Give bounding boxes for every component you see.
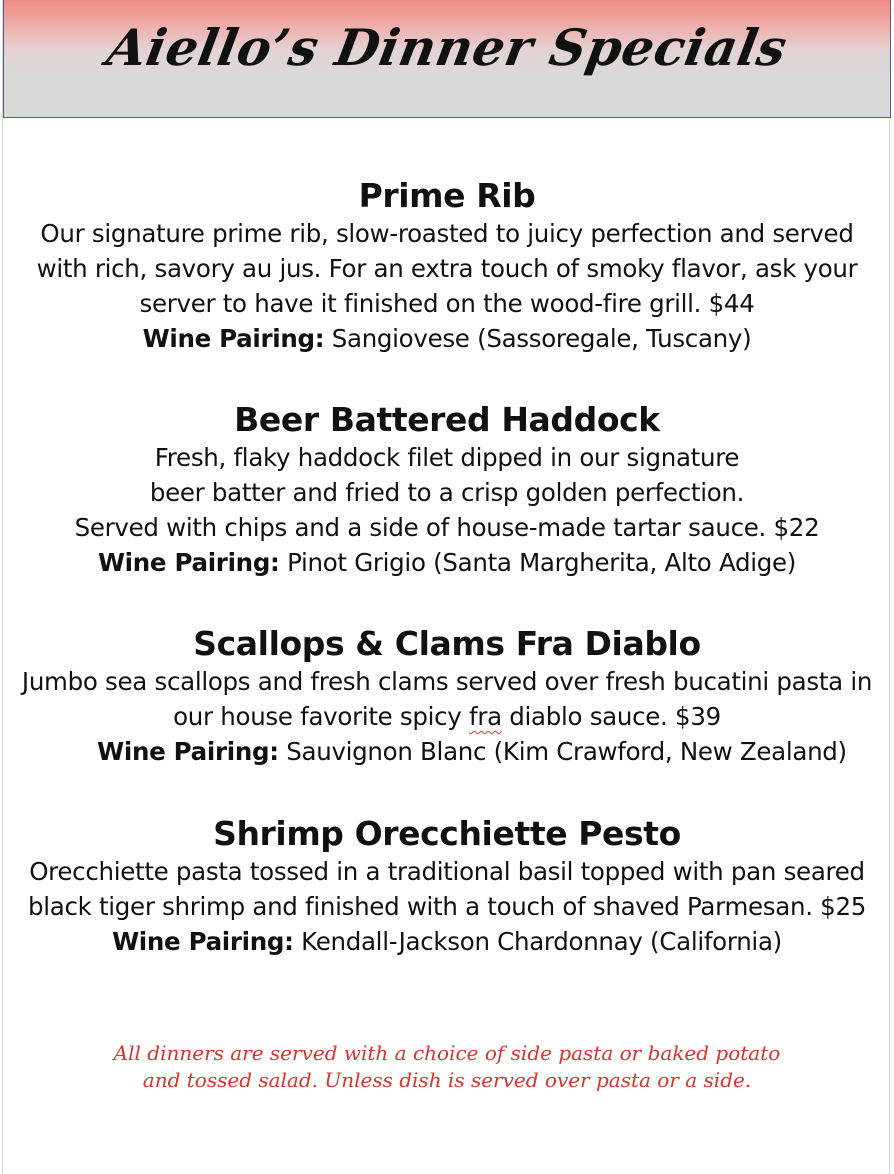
menu-item-beer-battered-haddock	[0, 400, 894, 580]
wine-pairing-value: Sauvignon Blanc (Kim Crawford, New Zealand)	[286, 737, 847, 766]
dish-name: Prime Rib	[358, 176, 536, 215]
footer-note	[0, 1040, 894, 1094]
wine-pairing	[0, 321, 894, 356]
dish-description	[0, 854, 894, 924]
footer-line: All dinners are served with a choice of side pasta or baked potato	[113, 1041, 781, 1065]
wine-pairing	[0, 734, 894, 769]
spellcheck-flagged-word: fra	[469, 702, 502, 731]
dish-description	[0, 440, 894, 545]
description-text: our house favorite spicy	[173, 702, 469, 731]
wine-pairing-label: Wine Pairing:	[142, 324, 325, 353]
description-line: server to have it finished on the wood-fire grill. $44	[139, 289, 755, 318]
wine-pairing-label: Wine Pairing:	[112, 927, 294, 956]
wine-pairing	[0, 545, 894, 580]
description-text: diablo sauce. $39	[501, 702, 721, 731]
description-line: Fresh, flaky haddock filet dipped in our signature	[154, 443, 740, 472]
wine-pairing-value: Sangiovese (Sassoregale, Tuscany)	[331, 324, 752, 353]
header-banner	[3, 0, 891, 118]
description-line: with rich, savory au jus. For an extra touch of smoky flavor, ask your	[36, 254, 858, 283]
page-title: Aiello’s Dinner Specials	[102, 18, 792, 77]
dish-name: Shrimp Orecchiette Pesto	[213, 814, 681, 853]
wine-pairing-value: Pinot Grigio (Santa Margherita, Alto Adige)	[287, 548, 797, 577]
menu-item-shrimp-orecchiette-pesto	[0, 814, 894, 959]
wine-pairing	[0, 924, 894, 959]
dish-name: Beer Battered Haddock	[234, 400, 660, 439]
menu-item-scallops-clams-fra-diablo	[0, 624, 894, 769]
description-line: beer batter and fried to a crisp golden perfection.	[149, 478, 745, 507]
description-line: Served with chips and a side of house-made tartar sauce. $22	[74, 513, 820, 542]
wine-pairing-label: Wine Pairing:	[97, 737, 279, 766]
wine-pairing-value: Kendall-Jackson Chardonnay (California)	[301, 927, 782, 956]
footer-line: and tossed salad. Unless dish is served over pasta or a side.	[142, 1068, 752, 1092]
description-line: black tiger shrimp and finished with a touch of shaved Parmesan. $25	[27, 892, 867, 921]
menu-item-prime-rib	[0, 176, 894, 356]
dish-description	[0, 216, 894, 321]
wine-pairing-label: Wine Pairing:	[97, 548, 280, 577]
description-line	[0, 699, 894, 734]
dish-name: Scallops & Clams Fra Diablo	[193, 624, 701, 663]
description-line: Our signature prime rib, slow-roasted to juicy perfection and served	[40, 219, 854, 248]
description-line: Jumbo sea scallops and fresh clams served over fresh bucatini pasta in	[21, 667, 873, 696]
description-line: Orecchiette pasta tossed in a traditional basil topped with pan seared	[29, 857, 865, 886]
dish-description	[0, 664, 894, 734]
